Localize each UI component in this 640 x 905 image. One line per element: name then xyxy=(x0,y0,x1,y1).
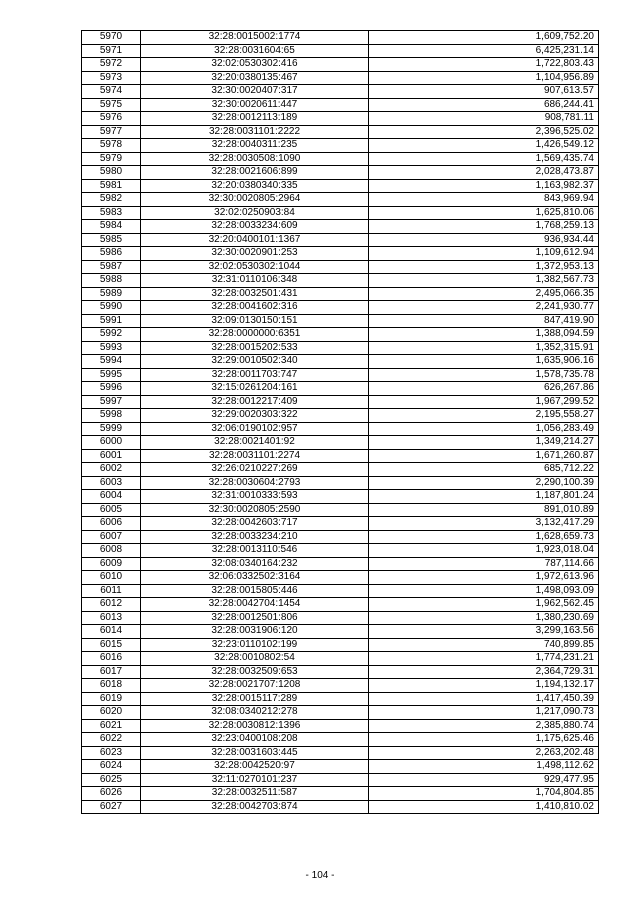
table-row xyxy=(82,436,599,450)
table-row xyxy=(82,382,599,396)
cadastral-number-cell: 32:28:0012217:409 xyxy=(141,395,369,409)
cadastral-value-cell: 1,380,230.69 xyxy=(369,611,599,625)
row-number-cell: 6025 xyxy=(82,773,141,787)
row-number-cell: 6004 xyxy=(82,490,141,504)
cadastral-number-cell: 32:02:0250903:84 xyxy=(141,206,369,220)
cadastral-number-cell: 32:11:0270101:237 xyxy=(141,773,369,787)
row-number-cell: 5996 xyxy=(82,382,141,396)
row-number-cell: 6014 xyxy=(82,625,141,639)
cadastral-number-cell: 32:28:0030508:1090 xyxy=(141,152,369,166)
cadastral-number-cell: 32:28:0015805:446 xyxy=(141,584,369,598)
table-row xyxy=(82,395,599,409)
cadastral-number-cell: 32:26:0210227:269 xyxy=(141,463,369,477)
cadastral-value-cell: 908,781.11 xyxy=(369,112,599,126)
cadastral-number-cell: 32:28:0012501:806 xyxy=(141,611,369,625)
cadastral-number-cell: 32:28:0031101:2222 xyxy=(141,125,369,139)
table-row xyxy=(82,287,599,301)
table-row xyxy=(82,31,599,45)
cadastral-value-cell: 3,299,163.56 xyxy=(369,625,599,639)
cadastral-number-cell: 32:20:0380340:335 xyxy=(141,179,369,193)
cadastral-number-cell: 32:30:0020805:2964 xyxy=(141,193,369,207)
cadastral-value-cell: 2,495,066.35 xyxy=(369,287,599,301)
table-row xyxy=(82,328,599,342)
cadastral-number-cell: 32:30:0020407:317 xyxy=(141,85,369,99)
cadastral-number-cell: 32:09:0130150:151 xyxy=(141,314,369,328)
table-body xyxy=(82,31,599,814)
table-row xyxy=(82,625,599,639)
table-row xyxy=(82,409,599,423)
cadastral-value-cell: 936,934.44 xyxy=(369,233,599,247)
table-row xyxy=(82,638,599,652)
cadastral-value-cell: 2,290,100.39 xyxy=(369,476,599,490)
cadastral-value-cell: 626,267.86 xyxy=(369,382,599,396)
cadastral-value-cell: 843,969.94 xyxy=(369,193,599,207)
row-number-cell: 6003 xyxy=(82,476,141,490)
cadastral-number-cell: 32:20:0380135:467 xyxy=(141,71,369,85)
row-number-cell: 5994 xyxy=(82,355,141,369)
row-number-cell: 5993 xyxy=(82,341,141,355)
row-number-cell: 5983 xyxy=(82,206,141,220)
cadastral-number-cell: 32:30:0020805:2590 xyxy=(141,503,369,517)
row-number-cell: 6026 xyxy=(82,787,141,801)
row-number-cell: 5978 xyxy=(82,139,141,153)
cadastral-value-cell: 2,195,558.27 xyxy=(369,409,599,423)
row-number-cell: 5971 xyxy=(82,44,141,58)
table-row xyxy=(82,220,599,234)
row-number-cell: 6008 xyxy=(82,544,141,558)
table-row xyxy=(82,544,599,558)
row-number-cell: 6019 xyxy=(82,692,141,706)
row-number-cell: 6010 xyxy=(82,571,141,585)
cadastral-number-cell: 32:06:0332502:3164 xyxy=(141,571,369,585)
table-row xyxy=(82,58,599,72)
cadastral-number-cell: 32:28:0033234:609 xyxy=(141,220,369,234)
table-row xyxy=(82,746,599,760)
cadastral-value-cell: 740,899.85 xyxy=(369,638,599,652)
row-number-cell: 5979 xyxy=(82,152,141,166)
table-row xyxy=(82,503,599,517)
cadastral-number-cell: 32:30:0020901:253 xyxy=(141,247,369,261)
table-row xyxy=(82,233,599,247)
row-number-cell: 5997 xyxy=(82,395,141,409)
cadastral-number-cell: 32:28:0041602:316 xyxy=(141,301,369,315)
cadastral-value-cell: 1,410,810.02 xyxy=(369,800,599,814)
row-number-cell: 6001 xyxy=(82,449,141,463)
cadastral-number-cell: 32:28:0021707:1208 xyxy=(141,679,369,693)
table-row xyxy=(82,139,599,153)
cadastral-number-cell: 32:28:0042603:717 xyxy=(141,517,369,531)
table-row xyxy=(82,422,599,436)
row-number-cell: 6002 xyxy=(82,463,141,477)
cadastral-value-cell: 1,628,659.73 xyxy=(369,530,599,544)
cadastral-value-cell: 1,774,231.21 xyxy=(369,652,599,666)
table-row xyxy=(82,733,599,747)
cadastral-value-cell: 2,396,525.02 xyxy=(369,125,599,139)
cadastral-number-cell: 32:28:0042520:97 xyxy=(141,760,369,774)
table-row xyxy=(82,206,599,220)
table-row xyxy=(82,152,599,166)
table-row xyxy=(82,166,599,180)
table-row xyxy=(82,584,599,598)
row-number-cell: 5992 xyxy=(82,328,141,342)
table-row xyxy=(82,652,599,666)
row-number-cell: 6027 xyxy=(82,800,141,814)
table-row xyxy=(82,260,599,274)
row-number-cell: 6023 xyxy=(82,746,141,760)
cadastral-value-cell: 1,671,260.87 xyxy=(369,449,599,463)
row-number-cell: 5985 xyxy=(82,233,141,247)
cadastral-number-cell: 32:06:0190102:957 xyxy=(141,422,369,436)
table-row xyxy=(82,706,599,720)
row-number-cell: 5998 xyxy=(82,409,141,423)
cadastral-value-cell: 847,419.90 xyxy=(369,314,599,328)
cadastral-value-cell: 1,569,435.74 xyxy=(369,152,599,166)
table-row xyxy=(82,449,599,463)
table-row xyxy=(82,274,599,288)
table-row xyxy=(82,476,599,490)
cadastral-number-cell: 32:08:0340164:232 xyxy=(141,557,369,571)
table-row xyxy=(82,517,599,531)
table-row xyxy=(82,692,599,706)
cadastral-value-cell: 787,114.66 xyxy=(369,557,599,571)
row-number-cell: 5990 xyxy=(82,301,141,315)
row-number-cell: 6005 xyxy=(82,503,141,517)
row-number-cell: 5999 xyxy=(82,422,141,436)
table-row xyxy=(82,85,599,99)
cadastral-value-cell: 2,241,930.77 xyxy=(369,301,599,315)
table-row xyxy=(82,341,599,355)
cadastral-value-cell: 1,109,612.94 xyxy=(369,247,599,261)
cadastral-number-cell: 32:28:0040311:235 xyxy=(141,139,369,153)
cadastral-value-cell: 1,372,953.13 xyxy=(369,260,599,274)
cadastral-value-cell: 1,163,982.37 xyxy=(369,179,599,193)
row-number-cell: 6018 xyxy=(82,679,141,693)
cadastral-number-cell: 32:28:0015002:1774 xyxy=(141,31,369,45)
cadastral-value-cell: 1,923,018.04 xyxy=(369,544,599,558)
row-number-cell: 6017 xyxy=(82,665,141,679)
cadastral-number-cell: 32:29:0020303:322 xyxy=(141,409,369,423)
table-row xyxy=(82,530,599,544)
row-number-cell: 5987 xyxy=(82,260,141,274)
cadastral-value-cell: 929,477.95 xyxy=(369,773,599,787)
table-row xyxy=(82,760,599,774)
row-number-cell: 6015 xyxy=(82,638,141,652)
cadastral-number-cell: 32:28:0015117:289 xyxy=(141,692,369,706)
cadastral-value-cell: 1,175,625.46 xyxy=(369,733,599,747)
table-row xyxy=(82,463,599,477)
row-number-cell: 5973 xyxy=(82,71,141,85)
cadastral-number-cell: 32:28:0010802:54 xyxy=(141,652,369,666)
page-number: - 104 - xyxy=(305,870,335,881)
row-number-cell: 5986 xyxy=(82,247,141,261)
cadastral-value-cell: 1,388,094.59 xyxy=(369,328,599,342)
table-row xyxy=(82,368,599,382)
cadastral-number-cell: 32:15:0261204:161 xyxy=(141,382,369,396)
cadastral-number-cell: 32:20:0400101:1367 xyxy=(141,233,369,247)
table-row xyxy=(82,247,599,261)
cadastral-value-cell: 6,425,231.14 xyxy=(369,44,599,58)
row-number-cell: 6024 xyxy=(82,760,141,774)
cadastral-number-cell: 32:28:0000000:6351 xyxy=(141,328,369,342)
cadastral-number-cell: 32:02:0530302:416 xyxy=(141,58,369,72)
cadastral-value-cell: 3,132,417.29 xyxy=(369,517,599,531)
cadastral-value-cell: 1,217,090.73 xyxy=(369,706,599,720)
row-number-cell: 5989 xyxy=(82,287,141,301)
cadastral-number-cell: 32:28:0031603:445 xyxy=(141,746,369,760)
table-row xyxy=(82,557,599,571)
table-row xyxy=(82,314,599,328)
row-number-cell: 6020 xyxy=(82,706,141,720)
cadastral-value-cell: 2,028,473.87 xyxy=(369,166,599,180)
table-row xyxy=(82,71,599,85)
cadastral-value-cell: 1,352,315.91 xyxy=(369,341,599,355)
row-number-cell: 5972 xyxy=(82,58,141,72)
cadastral-value-cell: 1,056,283.49 xyxy=(369,422,599,436)
cadastral-value-cell: 1,349,214.27 xyxy=(369,436,599,450)
cadastral-number-cell: 32:23:0400108:208 xyxy=(141,733,369,747)
cadastral-value-cell: 1,578,735.78 xyxy=(369,368,599,382)
cadastral-number-cell: 32:28:0042703:874 xyxy=(141,800,369,814)
cadastral-value-cell: 1,967,299.52 xyxy=(369,395,599,409)
row-number-cell: 5988 xyxy=(82,274,141,288)
table-row xyxy=(82,301,599,315)
cadastral-value-table xyxy=(81,30,599,814)
row-number-cell: 5977 xyxy=(82,125,141,139)
row-number-cell: 5970 xyxy=(82,31,141,45)
row-number-cell: 5981 xyxy=(82,179,141,193)
cadastral-number-cell: 32:28:0021401:92 xyxy=(141,436,369,450)
cadastral-number-cell: 32:28:0032511:587 xyxy=(141,787,369,801)
cadastral-number-cell: 32:02:0530302:1044 xyxy=(141,260,369,274)
cadastral-number-cell: 32:28:0030812:1396 xyxy=(141,719,369,733)
row-number-cell: 6016 xyxy=(82,652,141,666)
table-row xyxy=(82,193,599,207)
row-number-cell: 5976 xyxy=(82,112,141,126)
cadastral-value-cell: 1,498,112.62 xyxy=(369,760,599,774)
cadastral-number-cell: 32:28:0012113:189 xyxy=(141,112,369,126)
cadastral-value-cell: 1,768,259.13 xyxy=(369,220,599,234)
row-number-cell: 5984 xyxy=(82,220,141,234)
table-row xyxy=(82,719,599,733)
cadastral-value-cell: 1,382,567.73 xyxy=(369,274,599,288)
row-number-cell: 5995 xyxy=(82,368,141,382)
cadastral-number-cell: 32:28:0032509:653 xyxy=(141,665,369,679)
cadastral-value-cell: 1,625,810.06 xyxy=(369,206,599,220)
cadastral-value-cell: 1,187,801.24 xyxy=(369,490,599,504)
cadastral-value-cell: 685,712.22 xyxy=(369,463,599,477)
cadastral-value-cell: 1,426,549.12 xyxy=(369,139,599,153)
row-number-cell: 6013 xyxy=(82,611,141,625)
cadastral-value-cell: 2,385,880.74 xyxy=(369,719,599,733)
row-number-cell: 6006 xyxy=(82,517,141,531)
cadastral-number-cell: 32:28:0032501:431 xyxy=(141,287,369,301)
table-row xyxy=(82,98,599,112)
row-number-cell: 5975 xyxy=(82,98,141,112)
table-row xyxy=(82,112,599,126)
cadastral-number-cell: 32:28:0021606:899 xyxy=(141,166,369,180)
row-number-cell: 6011 xyxy=(82,584,141,598)
cadastral-number-cell: 32:28:0031101:2274 xyxy=(141,449,369,463)
cadastral-number-cell: 32:28:0031906:120 xyxy=(141,625,369,639)
table-row xyxy=(82,179,599,193)
row-number-cell: 6007 xyxy=(82,530,141,544)
cadastral-value-cell: 1,194,132.17 xyxy=(369,679,599,693)
table-row xyxy=(82,773,599,787)
cadastral-number-cell: 32:28:0015202:533 xyxy=(141,341,369,355)
row-number-cell: 6021 xyxy=(82,719,141,733)
table-row xyxy=(82,125,599,139)
cadastral-value-cell: 891,010.89 xyxy=(369,503,599,517)
cadastral-number-cell: 32:31:0010333:593 xyxy=(141,490,369,504)
cadastral-number-cell: 32:31:0110106:348 xyxy=(141,274,369,288)
row-number-cell: 6022 xyxy=(82,733,141,747)
row-number-cell: 6012 xyxy=(82,598,141,612)
cadastral-value-cell: 1,417,450.39 xyxy=(369,692,599,706)
cadastral-number-cell: 32:29:0010502:340 xyxy=(141,355,369,369)
table-row xyxy=(82,598,599,612)
table-row xyxy=(82,679,599,693)
cadastral-value-cell: 1,972,613.96 xyxy=(369,571,599,585)
table-row xyxy=(82,44,599,58)
cadastral-number-cell: 32:23:0110102:199 xyxy=(141,638,369,652)
table-row xyxy=(82,355,599,369)
table-row xyxy=(82,787,599,801)
cadastral-number-cell: 32:28:0042704:1454 xyxy=(141,598,369,612)
row-number-cell: 5991 xyxy=(82,314,141,328)
row-number-cell: 6009 xyxy=(82,557,141,571)
cadastral-value-cell: 1,704,804.85 xyxy=(369,787,599,801)
cadastral-number-cell: 32:08:0340212:278 xyxy=(141,706,369,720)
cadastral-value-cell: 1,498,093.09 xyxy=(369,584,599,598)
cadastral-number-cell: 32:28:0011703:747 xyxy=(141,368,369,382)
table-row xyxy=(82,490,599,504)
row-number-cell: 5974 xyxy=(82,85,141,99)
cadastral-number-cell: 32:28:0013110:546 xyxy=(141,544,369,558)
cadastral-value-cell: 907,613.57 xyxy=(369,85,599,99)
row-number-cell: 5982 xyxy=(82,193,141,207)
cadastral-value-cell: 1,609,752.20 xyxy=(369,31,599,45)
cadastral-value-cell: 2,263,202.48 xyxy=(369,746,599,760)
row-number-cell: 6000 xyxy=(82,436,141,450)
cadastral-value-cell: 1,962,562.45 xyxy=(369,598,599,612)
cadastral-value-cell: 1,104,956.89 xyxy=(369,71,599,85)
cadastral-value-cell: 1,722,803.43 xyxy=(369,58,599,72)
cadastral-value-cell: 1,635,906.16 xyxy=(369,355,599,369)
table-row xyxy=(82,611,599,625)
cadastral-value-cell: 686,244.41 xyxy=(369,98,599,112)
cadastral-number-cell: 32:30:0020611:447 xyxy=(141,98,369,112)
table-row xyxy=(82,800,599,814)
cadastral-number-cell: 32:28:0030604:2793 xyxy=(141,476,369,490)
row-number-cell: 5980 xyxy=(82,166,141,180)
table-row xyxy=(82,571,599,585)
table-row xyxy=(82,665,599,679)
cadastral-number-cell: 32:28:0033234:210 xyxy=(141,530,369,544)
cadastral-number-cell: 32:28:0031604:65 xyxy=(141,44,369,58)
cadastral-value-cell: 2,364,729.31 xyxy=(369,665,599,679)
